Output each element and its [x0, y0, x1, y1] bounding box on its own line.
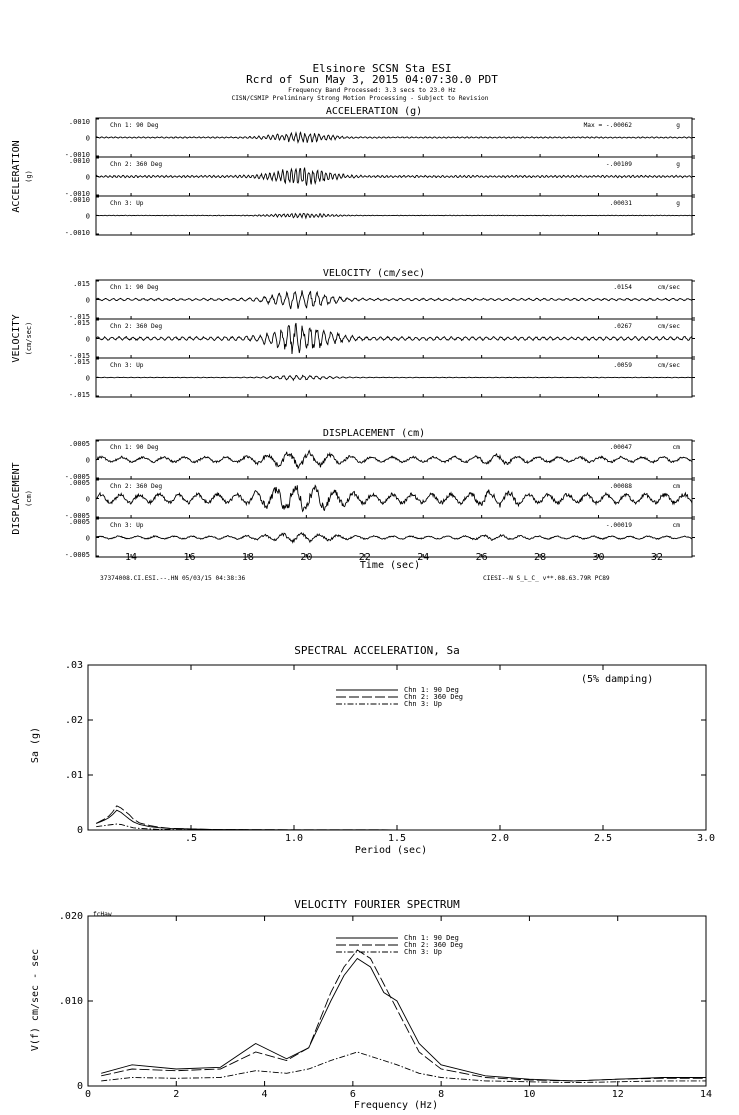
footer-right-id: CIESI--N S_L_C_ v**.08.63.79R PC89 [483, 575, 610, 582]
group-3 [11, 428, 695, 559]
channel-ytick: -.0005 [64, 551, 90, 559]
channel-ytick: .0005 [68, 440, 90, 448]
series-line-1 [101, 959, 706, 1081]
time-tick-label: 24 [417, 552, 430, 563]
channel-trace [96, 168, 692, 186]
series-line-2 [101, 950, 706, 1081]
y-tick-label: 0 [76, 1081, 83, 1092]
channel-ytick: -.0005 [64, 473, 90, 481]
group-title: ACCELERATION (g) [325, 106, 423, 117]
channel-trace [96, 375, 692, 380]
channel-panel [69, 358, 695, 399]
time-tick-label: 30 [592, 552, 605, 563]
channel-ytick: .0010 [68, 118, 90, 126]
time-tick-label: 20 [300, 552, 313, 563]
group-side-label: DISPLACEMENT [11, 462, 22, 535]
channel-max: -.00019 [605, 522, 632, 529]
channel-trace [96, 533, 692, 543]
time-tick-label: 18 [241, 552, 254, 563]
channel-frame [96, 440, 692, 479]
group-2 [11, 268, 695, 399]
x-tick-label: 6 [349, 1089, 356, 1100]
channel-ytick: 0 [85, 173, 90, 182]
channel-unit: g [676, 161, 680, 168]
channel-ytick: 0 [85, 134, 90, 143]
channel-ytick: 0 [85, 374, 90, 383]
fs-xlabel: Frequency (Hz) [353, 1100, 439, 1111]
sa-title: SPECTRAL ACCELERATION, Sa [294, 644, 460, 657]
channel-trace [96, 451, 692, 469]
channel-unit: cm [672, 483, 680, 490]
x-tick-label: 2.0 [490, 833, 510, 844]
fs-axes [59, 911, 712, 1100]
channel-panel [65, 157, 695, 198]
channel-max: .00047 [609, 444, 632, 451]
time-tick-label: 32 [650, 552, 663, 563]
sa-legend [336, 686, 463, 708]
channel-unit: g [676, 122, 680, 129]
channel-unit: cm/sec [657, 284, 680, 291]
group-side-label: ACCELERATION [11, 140, 22, 213]
y-tick-label: 0 [76, 825, 83, 836]
channel-label: Chn 2: 360 Deg [110, 161, 163, 168]
group-1 [11, 106, 695, 237]
channel-ytick: .015 [73, 358, 90, 366]
y-tick-label: .01 [64, 770, 83, 781]
channel-ytick: -.0010 [64, 151, 90, 159]
footer-left-id: 37374008.CI.ESI.--.HN 05/03/15 04:38:36 [100, 575, 246, 582]
channel-ytick: -.0010 [64, 229, 90, 237]
time-series-panels [11, 106, 695, 559]
channel-trace [96, 214, 692, 219]
time-tick-label: 28 [534, 552, 547, 563]
channel-panel [69, 319, 695, 360]
group-title: DISPLACEMENT (cm) [322, 428, 426, 439]
fs-legend [336, 934, 463, 956]
channel-ytick: 0 [85, 495, 90, 504]
channel-ytick: .015 [73, 319, 90, 327]
channel-trace [96, 290, 692, 309]
channel-ytick: 0 [85, 296, 90, 305]
time-tick-label: 16 [183, 552, 196, 563]
channel-ytick: .0005 [68, 518, 90, 526]
sa-damping-note: (5% damping) [581, 674, 654, 685]
x-tick-label: 12 [611, 1089, 624, 1100]
channel-label: Chn 1: 90 Deg [110, 284, 159, 291]
sa-axes [65, 660, 715, 844]
channel-max: .00088 [609, 483, 632, 490]
channel-frame [96, 319, 692, 358]
channel-max: .00031 [609, 200, 632, 207]
header-record: Rcrd of Sun May 3, 2015 04:07:30.0 PDT [246, 73, 498, 86]
channel-unit: cm/sec [657, 323, 680, 330]
channel-unit: g [676, 200, 680, 207]
header-station: Elsinore SCSN Sta ESI [312, 62, 452, 75]
channel-max: -.00109 [605, 161, 632, 168]
series-line-3 [101, 1052, 706, 1083]
channel-ytick: 0 [85, 212, 90, 221]
channel-trace [96, 132, 692, 142]
channel-panel [69, 280, 695, 321]
y-tick-label: .03 [64, 660, 83, 671]
fs-corner-label: fcHaw [93, 911, 112, 918]
fs-title: VELOCITY FOURIER SPECTRUM [294, 898, 460, 911]
fs-ylabel: V(f) cm/sec - sec [30, 948, 41, 1052]
header-processing: CISN/CSMIP Preliminary Strong Motion Processing - Subject to Revision [231, 95, 489, 102]
y-tick-label: .010 [58, 996, 83, 1007]
time-tick-label: 14 [125, 552, 138, 563]
channel-label: Chn 2: 360 Deg [110, 323, 163, 330]
group-unit-label: (cm) [25, 490, 33, 507]
group-title: VELOCITY (cm/sec) [322, 268, 426, 279]
x-tick-label: 1.5 [387, 833, 407, 844]
channel-trace [96, 485, 692, 511]
x-tick-label: 8 [438, 1089, 445, 1100]
channel-unit: cm [672, 522, 680, 529]
y-tick-label: .020 [58, 911, 83, 922]
legend-label: Chn 1: 90 Deg [404, 686, 459, 694]
channel-ytick: -.015 [68, 352, 90, 360]
x-tick-label: 10 [523, 1089, 536, 1100]
legend-label: Chn 3: Up [404, 700, 442, 708]
channel-trace [96, 323, 692, 354]
legend-label: Chn 2: 360 Deg [404, 941, 464, 949]
channel-max: Max = -.00062 [583, 122, 632, 129]
channel-ytick: 0 [85, 456, 90, 465]
legend-label: Chn 1: 90 Deg [404, 934, 459, 942]
time-tick-label: 22 [358, 552, 371, 563]
channel-ytick: -.015 [68, 313, 90, 321]
channel-max: .0267 [613, 323, 632, 330]
y-tick-label: .02 [64, 715, 83, 726]
legend-label: Chn 2: 360 Deg [404, 693, 464, 701]
x-tick-label: 1.0 [284, 833, 304, 844]
channel-ytick: 0 [85, 534, 90, 543]
x-tick-label: 14 [699, 1089, 713, 1100]
series-line-1 [96, 810, 706, 830]
sa-series [96, 806, 706, 830]
legend-label: Chn 3: Up [404, 948, 442, 956]
channel-panel [65, 196, 695, 237]
channel-label: Chn 3: Up [110, 200, 144, 207]
channel-label: Chn 2: 360 Deg [110, 483, 163, 490]
channel-unit: cm/sec [657, 362, 680, 369]
channel-label: Chn 3: Up [110, 522, 144, 529]
channel-label: Chn 1: 90 Deg [110, 444, 159, 451]
x-tick-label: 0 [84, 1089, 92, 1100]
channel-label: Chn 3: Up [110, 362, 144, 369]
channel-label: Chn 1: 90 Deg [110, 122, 159, 129]
velocity-fourier-chart [30, 898, 712, 1111]
channel-max: .0059 [613, 362, 632, 369]
series-line-2 [96, 806, 706, 830]
header-band: Frequency Band Processed: 3.3 secs to 23.0 Hz [288, 87, 456, 94]
channel-unit: cm [672, 444, 680, 451]
channel-ytick: .0010 [68, 157, 90, 165]
channel-ytick: -.0010 [64, 190, 90, 198]
x-tick-label: 2 [173, 1089, 180, 1100]
group-unit-label: (g) [25, 170, 33, 183]
time-axis-label: Time (sec) [359, 560, 421, 571]
fs-series [101, 950, 706, 1083]
sa-xlabel: Period (sec) [354, 845, 428, 856]
channel-ytick: .015 [73, 280, 90, 288]
x-tick-label: 3.0 [696, 833, 716, 844]
channel-ytick: .0005 [68, 479, 90, 487]
channel-panel [65, 118, 695, 159]
time-tick-label: 26 [475, 552, 488, 563]
channel-panel [65, 479, 695, 520]
x-tick-label: 2.5 [593, 833, 613, 844]
x-tick-label: .5 [184, 833, 198, 844]
channel-panel [65, 440, 695, 481]
sa-ylabel: Sa (g) [30, 726, 41, 764]
group-unit-label: (cm/sec) [25, 321, 33, 356]
group-side-label: VELOCITY [11, 314, 22, 363]
channel-ytick: .0010 [68, 196, 90, 204]
channel-ytick: 0 [85, 335, 90, 344]
channel-ytick: -.015 [68, 391, 90, 399]
channel-ytick: -.0005 [64, 512, 90, 520]
x-tick-label: 4 [261, 1089, 268, 1100]
spectral-acceleration-chart [30, 644, 715, 856]
channel-max: .0154 [613, 284, 632, 291]
